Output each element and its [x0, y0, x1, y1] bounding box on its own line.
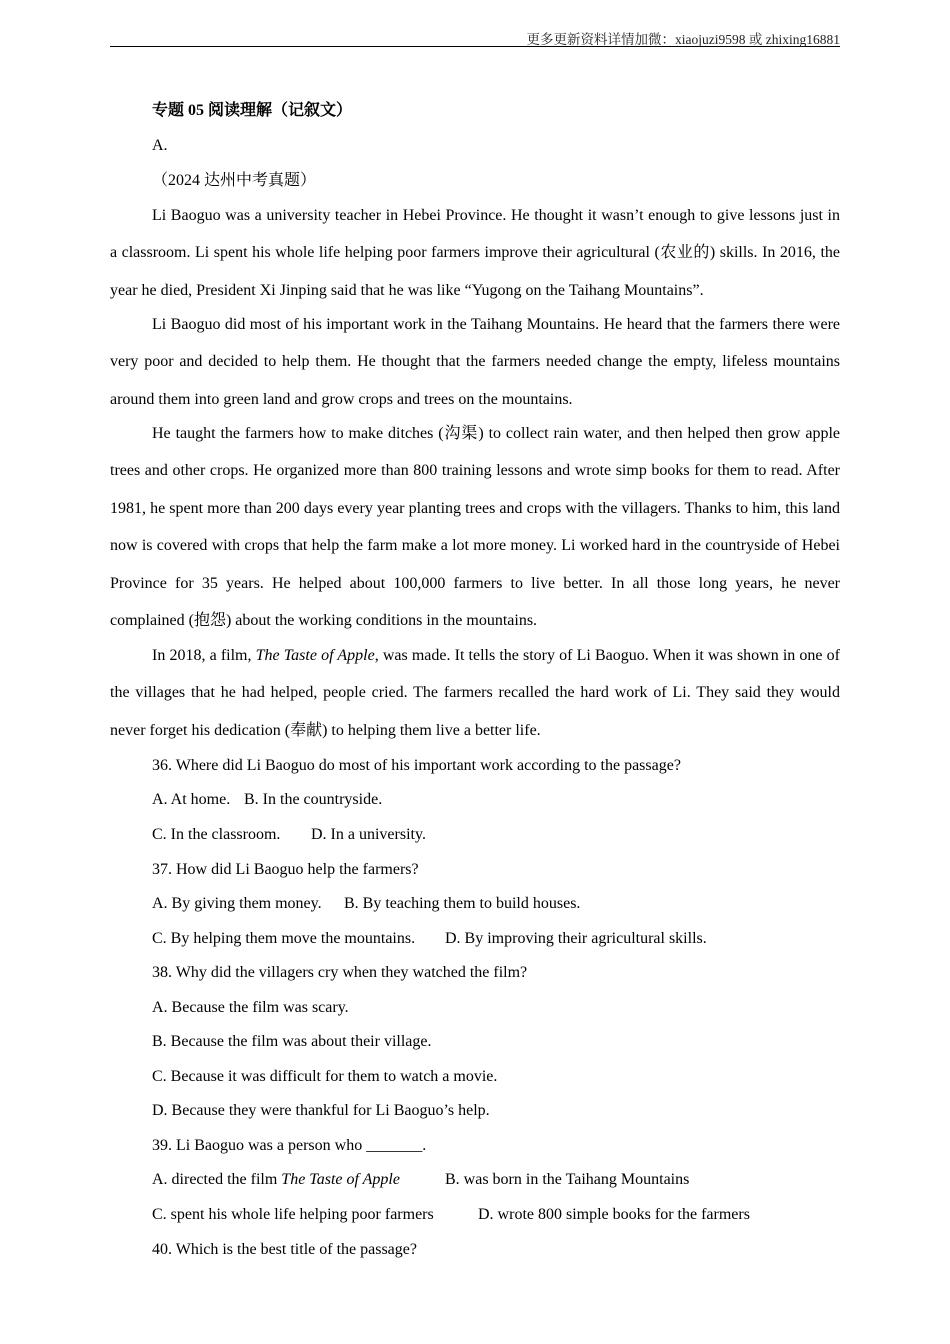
question-36: 36. Where did Li Baoguo do most of his important work according to the passage?: [152, 757, 681, 774]
question-38: 38. Why did the villagers cry when they watched the film?: [152, 964, 528, 981]
paragraph-4-start: In 2018, a film,: [152, 647, 256, 664]
q37-option-d: D. By improving their agricultural skills.: [445, 930, 707, 947]
q37-option-c: C. By helping them move the mountains.: [152, 930, 416, 947]
q36-option-c: C. In the classroom.: [152, 826, 281, 843]
q39-option-a-text: A. directed the film: [152, 1171, 282, 1188]
paragraph-1: Li Baoguo was a university teacher in Hebei Province. He thought it wasn’t enough to give lessons just in a classroom. Li spent his whole life helping poor farmers improve their agricultural (农业的) skills. In 2016, the year he died, President Xi Jinping said that he was like “Yugong on the Taihang Mountains”.: [110, 207, 840, 299]
q38-option-d: D. Because they were thankful for Li Baoguo’s help.: [152, 1102, 490, 1119]
paragraph-4: [110, 637, 840, 749]
header-text: 更多更新资料详情加微：xiaojuzi9598 或 zhixing16881: [526, 32, 840, 47]
q39-film-title: The Taste of Apple: [281, 1171, 400, 1188]
source-note: （2024 达州中考真题）: [152, 172, 317, 189]
q37-option-a: A. By giving them money.: [152, 895, 322, 912]
q38-option-b: B. Because the film was about their village.: [152, 1033, 432, 1050]
q36-option-a: A. At home.: [152, 791, 231, 808]
page-header: [110, 26, 840, 47]
question-40: 40. Which is the best title of the passage?: [152, 1241, 417, 1258]
q37-option-b: B. By teaching them to build houses.: [344, 895, 581, 912]
q39-option-d: D. wrote 800 simple books for the farmers: [478, 1206, 750, 1223]
question-37: 37. How did Li Baoguo help the farmers?: [152, 861, 419, 878]
paragraph-3: He taught the farmers how to make ditches (沟渠) to collect rain water, and then helped then grow apple trees and other crops. He organized more than 800 training lessons and wrote simp books for them to read. After 1981, he spent more than 200 days every year planting trees and crops with the villagers. Thanks to him, this land now is covered with crops that help the farm make a lot more money. Li worked hard in the countryside of Hebei Province for 35 years. He helped about 100,000 farmers to live better. In all those long years, he never complained (抱怨) about the working conditions in the mountains.: [110, 425, 840, 630]
q38-option-a: A. Because the film was scary.: [152, 999, 349, 1016]
q39-option-b: B. was born in the Taihang Mountains: [445, 1171, 690, 1188]
question-39: 39. Li Baoguo was a person who _______.: [152, 1137, 427, 1154]
q39-option-a: [152, 1170, 400, 1190]
q39-option-c: C. spent his whole life helping poor farmers: [152, 1206, 434, 1223]
q36-option-d: D. In a university.: [311, 826, 426, 843]
section-label: A.: [152, 137, 168, 154]
film-title: The Taste of Apple: [255, 647, 375, 664]
paragraph-2: Li Baoguo did most of his important work in the Taihang Mountains. He heard that the farmers there were very poor and decided to help them. He thought that the farmers needed change the empty, lifeless mountains around them into green land and grow crops and trees on the mountains.: [110, 316, 840, 408]
paragraph-4-end: , was made. It tells the story of Li Baoguo. When it was shown in one of the villages that he had helped, people cried. The farmers recalled the hard work of Li. They said they would never forget his dedication (奉献) to helping them live a better life.: [110, 647, 840, 739]
q38-option-c: C. Because it was difficult for them to watch a movie.: [152, 1068, 498, 1085]
q36-option-b: B. In the countryside.: [244, 791, 383, 808]
doc-title: 专题 05 阅读理解（记叙文）: [152, 102, 353, 119]
